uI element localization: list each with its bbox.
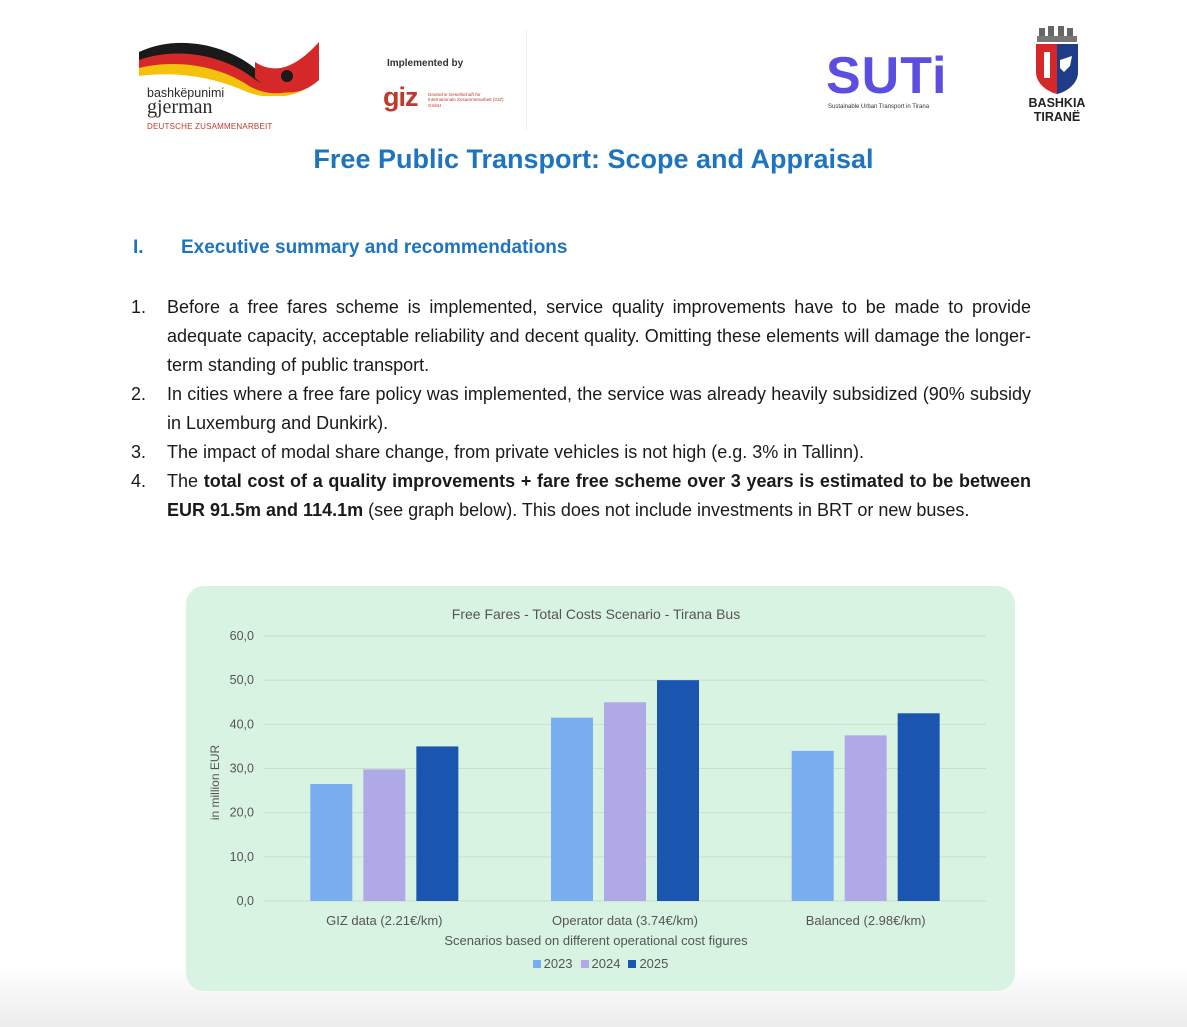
bar-2025: [898, 713, 940, 901]
y-tick-label: 10,0: [229, 849, 254, 864]
y-tick-label: 30,0: [229, 761, 254, 776]
legend-label: 2024: [591, 956, 621, 971]
gjerman-logo-line3: DEUTSCHE ZUSAMMENARBEIT: [147, 122, 273, 131]
tirana-municipality-logo: [1020, 26, 1094, 130]
legend-label: 2025: [639, 956, 669, 971]
x-tick-label: Balanced (2.98€/km): [805, 913, 926, 928]
list-item-text-pre: The: [167, 471, 204, 491]
legend-swatch: [533, 960, 541, 968]
bar-2024: [604, 702, 646, 901]
german-cooperation-logo: [137, 36, 322, 134]
list-item: [131, 438, 1031, 467]
bar-2024: [363, 769, 405, 901]
suti-logo: [826, 47, 958, 114]
bar-2023: [551, 718, 593, 901]
y-tick-label: 0,0: [236, 894, 254, 908]
suti-logo-word: SUTi: [826, 47, 948, 105]
list-item-number: 4.: [131, 471, 147, 491]
x-axis-label: Scenarios based on different operational cost figures: [444, 933, 748, 948]
y-tick-label: 60,0: [229, 629, 254, 643]
chart-title: Free Fares - Total Costs Scenario - Tirana Bus: [451, 606, 741, 622]
suti-logo-subtitle: Sustainable Urban Transport in Tirana: [828, 104, 930, 110]
giz-logo-subtitle: Deutsche Gesellschaft für Internationale Zusammenarbeit (GIZ) GmbH: [428, 92, 504, 108]
list-item-text: In cities where a free fare policy was implemented, the service was already heavily subsidized (90% subsidy in Luxemburg and Dunkirk).: [167, 384, 1031, 433]
bar-2023: [792, 751, 834, 901]
bar-2025: [657, 680, 699, 901]
x-tick-label: GIZ data (2.21€/km): [326, 913, 443, 928]
list-item-number: 2.: [131, 384, 147, 404]
legend-item: [628, 956, 668, 971]
y-tick-label: 40,0: [229, 717, 254, 732]
list-item: [131, 293, 1031, 380]
list-item-text-post: (see graph below). This does not include investments in BRT or new buses.: [363, 500, 970, 520]
list-item-number: 3.: [131, 442, 147, 462]
gjerman-logo-line2: gjerman: [147, 96, 213, 118]
giz-logo: [383, 82, 513, 116]
bar-2025: [416, 746, 458, 901]
cost-scenario-chart: [186, 586, 1015, 991]
legend-label: 2023: [543, 956, 573, 971]
chart-legend: [186, 956, 1015, 971]
x-tick-label: Operator data (3.74€/km): [552, 913, 698, 928]
document-title: Free Public Transport: Scope and Appraisal: [313, 144, 874, 174]
header-divider: [526, 30, 527, 130]
list-item-text: Before a free fares scheme is implemented, service quality improvements have to be made to provide adequate capacity, acceptable reliability and decent quality. Omitting these elements will damage the longer-term standing of public transport.: [167, 297, 1031, 375]
tirana-crest-icon: [1020, 26, 1094, 96]
section-heading: Executive summary and recommendations: [181, 237, 568, 258]
list-item: [131, 467, 1031, 525]
list-item-text: The impact of modal share change, from private vehicles is not high (e.g. 3% in Tallinn).: [167, 442, 865, 462]
section-number: I.: [133, 237, 144, 258]
legend-swatch: [628, 960, 636, 968]
legend-swatch: [581, 960, 589, 968]
implemented-by-label: Implemented by: [387, 58, 464, 69]
giz-logo-mark: giz: [383, 82, 418, 112]
list-item-number: 1.: [131, 297, 147, 317]
y-tick-label: 20,0: [229, 805, 254, 820]
y-axis-label: in million EUR: [208, 744, 222, 821]
gjerman-logo-line1: bashkëpunimi: [147, 86, 225, 100]
list-item-text-bold: total cost of a quality improvements + fare free scheme over 3 years is estimated to be between EUR 91.5m and 114.1m: [167, 471, 1031, 520]
bar-2023: [310, 784, 352, 901]
chart-plot: [186, 586, 1015, 991]
legend-item: [581, 956, 621, 971]
legend-item: [533, 956, 573, 971]
recommendations-list: [131, 293, 1031, 525]
bar-2024: [845, 735, 887, 901]
tirana-logo-line2: TIRANË: [1033, 110, 1081, 124]
tirana-logo-line1: BASHKIA: [1028, 96, 1086, 110]
list-item: [131, 380, 1031, 438]
y-tick-label: 50,0: [229, 673, 254, 688]
